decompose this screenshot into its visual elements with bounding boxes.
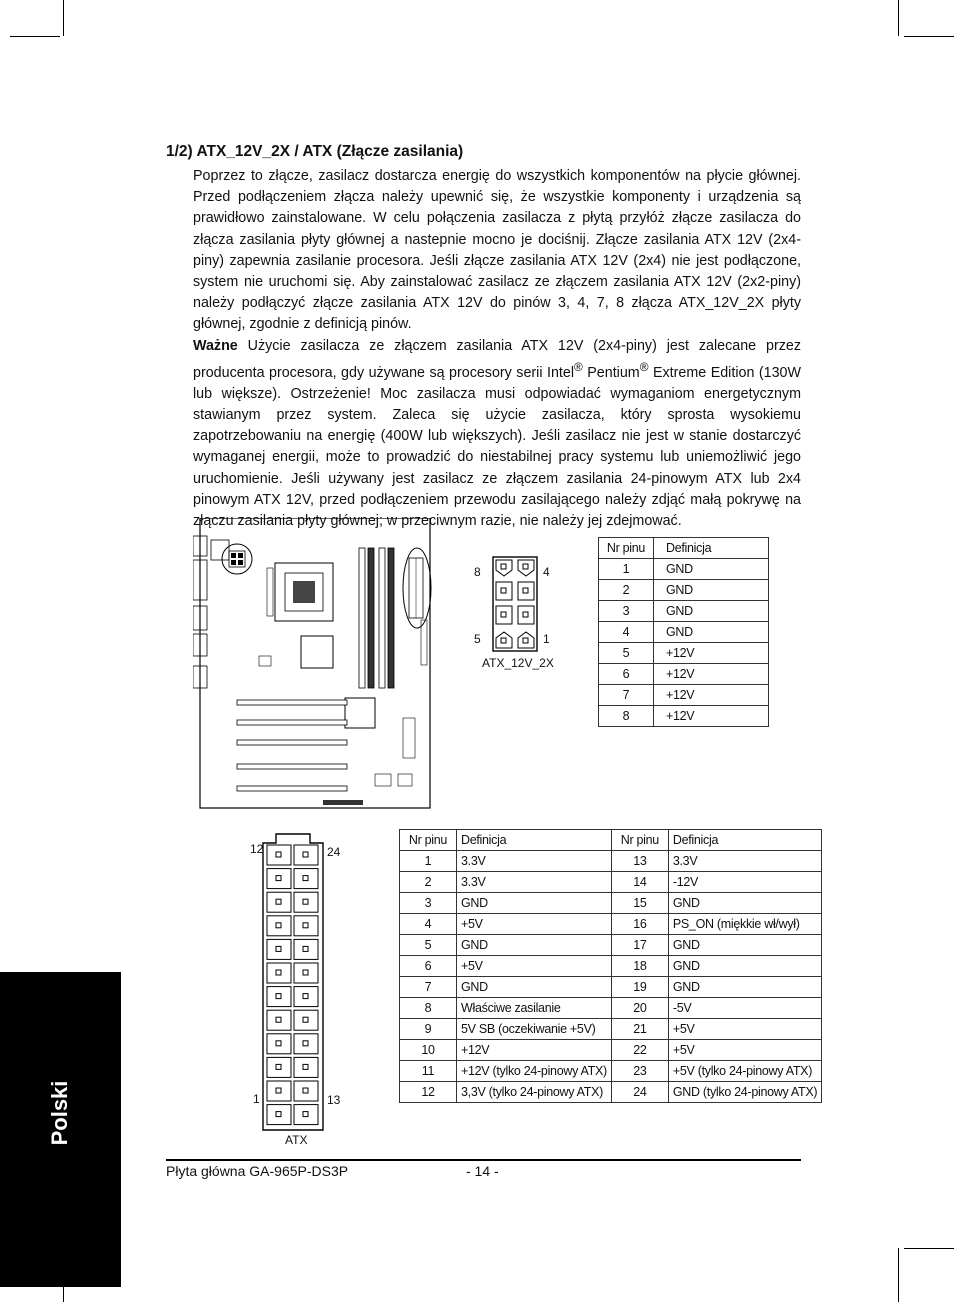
table-row — [599, 622, 769, 643]
pin-definition-cell: -5V — [668, 998, 821, 1019]
atx-pin-hole — [276, 923, 281, 928]
atx12v-pin-table — [598, 537, 769, 727]
pin-number-cell: 8 — [400, 998, 457, 1019]
pin-number-cell: 9 — [400, 1019, 457, 1040]
atx-pin-hole — [303, 946, 308, 951]
table-row — [400, 998, 822, 1019]
pin-number-cell: 3 — [599, 601, 654, 622]
pin-number-cell: 6 — [599, 664, 654, 685]
pin-number-cell: 20 — [611, 998, 668, 1019]
pin-number-cell: 18 — [611, 956, 668, 977]
atx-pin-hole — [276, 946, 281, 951]
pin-definition-cell: 3.3V — [457, 851, 612, 872]
pin-definition-cell: GND — [668, 977, 821, 998]
pin-number-cell: 21 — [611, 1019, 668, 1040]
atx12v-caption: ATX_12V_2X — [482, 656, 554, 670]
atx-pin-hole — [276, 994, 281, 999]
atx-pin-hole — [303, 1041, 308, 1046]
pin-definition-cell: +5V — [457, 956, 612, 977]
table-row — [400, 1040, 822, 1061]
atx-pin-hole — [303, 994, 308, 999]
atx-pin-hole — [303, 852, 308, 857]
atx12v-label-4: 4 — [543, 565, 550, 579]
pin-number-cell: 22 — [611, 1040, 668, 1061]
reg-mark-2: ® — [639, 359, 649, 374]
pin-number-cell: 16 — [611, 914, 668, 935]
atx-label-13: 13 — [327, 1093, 341, 1107]
pin-definition-cell: GND — [457, 977, 612, 998]
pin-number-cell: 3 — [400, 893, 457, 914]
atx-pin-hole — [276, 1041, 281, 1046]
pin-definition-cell: +5V — [668, 1040, 821, 1061]
atx-pin-hole — [276, 1112, 281, 1117]
header-pin-no: Nr pinu — [599, 538, 654, 559]
table-row — [599, 559, 769, 580]
pin-definition-cell: 3.3V — [668, 851, 821, 872]
pin-number-cell: 14 — [611, 872, 668, 893]
pin-number-cell: 8 — [599, 706, 654, 727]
pin-definition-cell: GND — [654, 622, 769, 643]
pin-number-cell: 5 — [400, 935, 457, 956]
atx-pin-hole — [303, 899, 308, 904]
header-pin-no-1: Nr pinu — [400, 830, 457, 851]
pin-definition-cell: 3,3V (tylko 24-pinowy ATX) — [457, 1082, 612, 1103]
pin-number-cell: 17 — [611, 935, 668, 956]
table-row — [400, 935, 822, 956]
motherboard-diagram — [193, 518, 438, 810]
pin-number-cell: 4 — [599, 622, 654, 643]
atx-connector-diagram — [262, 833, 324, 1131]
footer-product: Płyta główna GA-965P-DS3P — [166, 1163, 349, 1179]
table-row — [400, 872, 822, 893]
atx-pin-hole — [303, 1088, 308, 1093]
atx12v-label-8: 8 — [474, 565, 481, 579]
pin-definition-cell: GND — [668, 893, 821, 914]
footer-page-number: - 14 - — [466, 1163, 499, 1179]
pin-definition-cell: GND (tylko 24-pinowy ATX) — [668, 1082, 821, 1103]
table-row — [599, 685, 769, 706]
atx-label-24: 24 — [327, 845, 341, 859]
para-important-c: Extreme Edition (130W lub większe). Ostrzeżenie! Moc zasilacza musi odpowiadać wymaganiom energetycznym stawianym przez system. Zaleca się użycie zasilacza, który sprosta wysokiemu zapotrzebowaniu na energię (400W lub większych). Jeśli zasilacz nie jest w stanie dostarczyć wymaganej energii, może to prowadzić do niestabilnej pracy systemu lub uniemożliwić jego uruchomienie. Jeśli używany jest zasilacz ze złączem zasilania 24-pinowym ATX lub 2x4 pinowym ATX 12V, przed podłączeniem przewodu zasilającego należy zdjąć małą pokrywę na złączu zasilania płyty głównej; w przeciwnym razie, nie należy jej zdejmować. — [193, 364, 801, 530]
header-pin-no-2: Nr pinu — [611, 830, 668, 851]
table-row — [400, 1019, 822, 1040]
atx-pin-hole — [276, 970, 281, 975]
table-row — [599, 706, 769, 727]
atx12v-label-5: 5 — [474, 632, 481, 646]
atx-pin-hole — [276, 899, 281, 904]
pin-definition-cell: 3.3V — [457, 872, 612, 893]
footer-rule — [166, 1159, 801, 1161]
pin-number-cell: 6 — [400, 956, 457, 977]
header-definition-1: Definicja — [457, 830, 612, 851]
pin-number-cell: 12 — [400, 1082, 457, 1103]
atx12v-connector-diagram — [492, 556, 538, 652]
pin-number-cell: 10 — [400, 1040, 457, 1061]
pin-definition-cell: 5V SB (oczekiwanie +5V) — [457, 1019, 612, 1040]
pin-number-cell: 7 — [400, 977, 457, 998]
pin-number-cell: 24 — [611, 1082, 668, 1103]
pin-number-cell: 11 — [400, 1061, 457, 1082]
pin-definition-cell: +12V — [654, 664, 769, 685]
atx-pin-hole — [303, 1017, 308, 1022]
para-intro: Poprzez to złącze, zasilacz dostarcza energię do wszystkich komponentów na płycie głównej. Przed podłączeniem złącza należy upewnić się, że wszystkie komponenty i urządzenia są prawidłowo zainstalowane. W celu połączenia zasilacza z płytą przyłóż złącze zasilacza do złącza zasilania płyty głównej a nastepnie mocno je dociśnij. Złącze zasilania ATX 12V (2x4-piny) zapewnia zasilanie procesora. Jeśli złącze zasilania ATX 12V (2x4) nie jest podłączone, system nie uruchomi się. Aby zainstalować zasilacz ze złączem zasilania ATX 12V (2x2-piny) należy podłączyć złącze zasilania ATX 12V do pinów 3, 4, 7, 8 złącza ATX_12V_2X płyty głównej, zgodnie z definicją pinów. — [193, 168, 801, 333]
pin-definition-cell: GND — [668, 956, 821, 977]
table-header-row — [599, 538, 769, 559]
atx-pin-hole — [276, 1088, 281, 1093]
atx-pin-hole — [303, 876, 308, 881]
pin-number-cell: 5 — [599, 643, 654, 664]
pin-definition-cell: +5V (tylko 24-pinowy ATX) — [668, 1061, 821, 1082]
atx-pin-hole — [303, 1064, 308, 1069]
atx12v-label-1: 1 — [543, 632, 550, 646]
atx-pin-hole — [276, 876, 281, 881]
table-row — [400, 1061, 822, 1082]
pin-definition-cell: GND — [457, 935, 612, 956]
table-row — [400, 956, 822, 977]
pin-definition-cell: +12V — [654, 643, 769, 664]
pin-number-cell: 2 — [400, 872, 457, 893]
pin-definition-cell: GND — [654, 559, 769, 580]
pin-number-cell: 1 — [599, 559, 654, 580]
table-row — [400, 977, 822, 998]
para-important-label: Ważne — [193, 337, 238, 354]
pin-definition-cell: +5V — [457, 914, 612, 935]
pin-number-cell: 23 — [611, 1061, 668, 1082]
pin-definition-cell: PS_ON (miękkie wł/wył) — [668, 914, 821, 935]
header-definition-2: Definicja — [668, 830, 821, 851]
pin-number-cell: 2 — [599, 580, 654, 601]
pin-definition-cell: Właściwe zasilanie — [457, 998, 612, 1019]
table-row — [400, 893, 822, 914]
pin-definition-cell: +12V — [457, 1040, 612, 1061]
pin-definition-cell: GND — [654, 580, 769, 601]
pin-definition-cell: +5V — [668, 1019, 821, 1040]
section-title: 1/2) ATX_12V_2X / ATX (Złącze zasilania) — [166, 143, 464, 160]
atx-caption: ATX — [285, 1133, 308, 1147]
body-paragraph — [193, 166, 801, 532]
header-definition: Definicja — [654, 538, 769, 559]
table-row — [400, 914, 822, 935]
table-row — [599, 643, 769, 664]
atx-pin-hole — [303, 923, 308, 928]
pin-definition-cell: GND — [457, 893, 612, 914]
atx-pin-hole — [303, 1112, 308, 1117]
pin-definition-cell: GND — [668, 935, 821, 956]
sidebar-language-label: Polski — [47, 1080, 72, 1146]
pin-number-cell: 7 — [599, 685, 654, 706]
atx-pin-hole — [276, 1064, 281, 1069]
table-row — [599, 580, 769, 601]
para-important-a: Użycie zasilacza ze złączem zasilania ATX 12V (2x4-piny) jest zalecane przez producenta procesora, gdy używane są procesory serii Intel — [193, 337, 801, 381]
pin-number-cell: 4 — [400, 914, 457, 935]
table-row — [599, 664, 769, 685]
table-row — [599, 601, 769, 622]
pin-number-cell: 15 — [611, 893, 668, 914]
pin-number-cell: 19 — [611, 977, 668, 998]
pin-definition-cell: +12V (tylko 24-pinowy ATX) — [457, 1061, 612, 1082]
atx-pin-hole — [303, 970, 308, 975]
atx-pin-hole — [276, 1017, 281, 1022]
table-row — [400, 851, 822, 872]
table-header-row — [400, 830, 822, 851]
pin-definition-cell: +12V — [654, 706, 769, 727]
pin-number-cell: 1 — [400, 851, 457, 872]
atx-label-1: 1 — [253, 1092, 260, 1106]
pin-definition-cell: +12V — [654, 685, 769, 706]
pin-definition-cell: GND — [654, 601, 769, 622]
reg-mark-1: ® — [574, 359, 583, 374]
para-important-b: Pentium — [582, 364, 640, 381]
atx-label-12: 12 — [250, 842, 264, 856]
atx-pin-hole — [276, 852, 281, 857]
table-row — [400, 1082, 822, 1103]
pin-number-cell: 13 — [611, 851, 668, 872]
atx-pin-table — [399, 829, 822, 1103]
pin-definition-cell: -12V — [668, 872, 821, 893]
